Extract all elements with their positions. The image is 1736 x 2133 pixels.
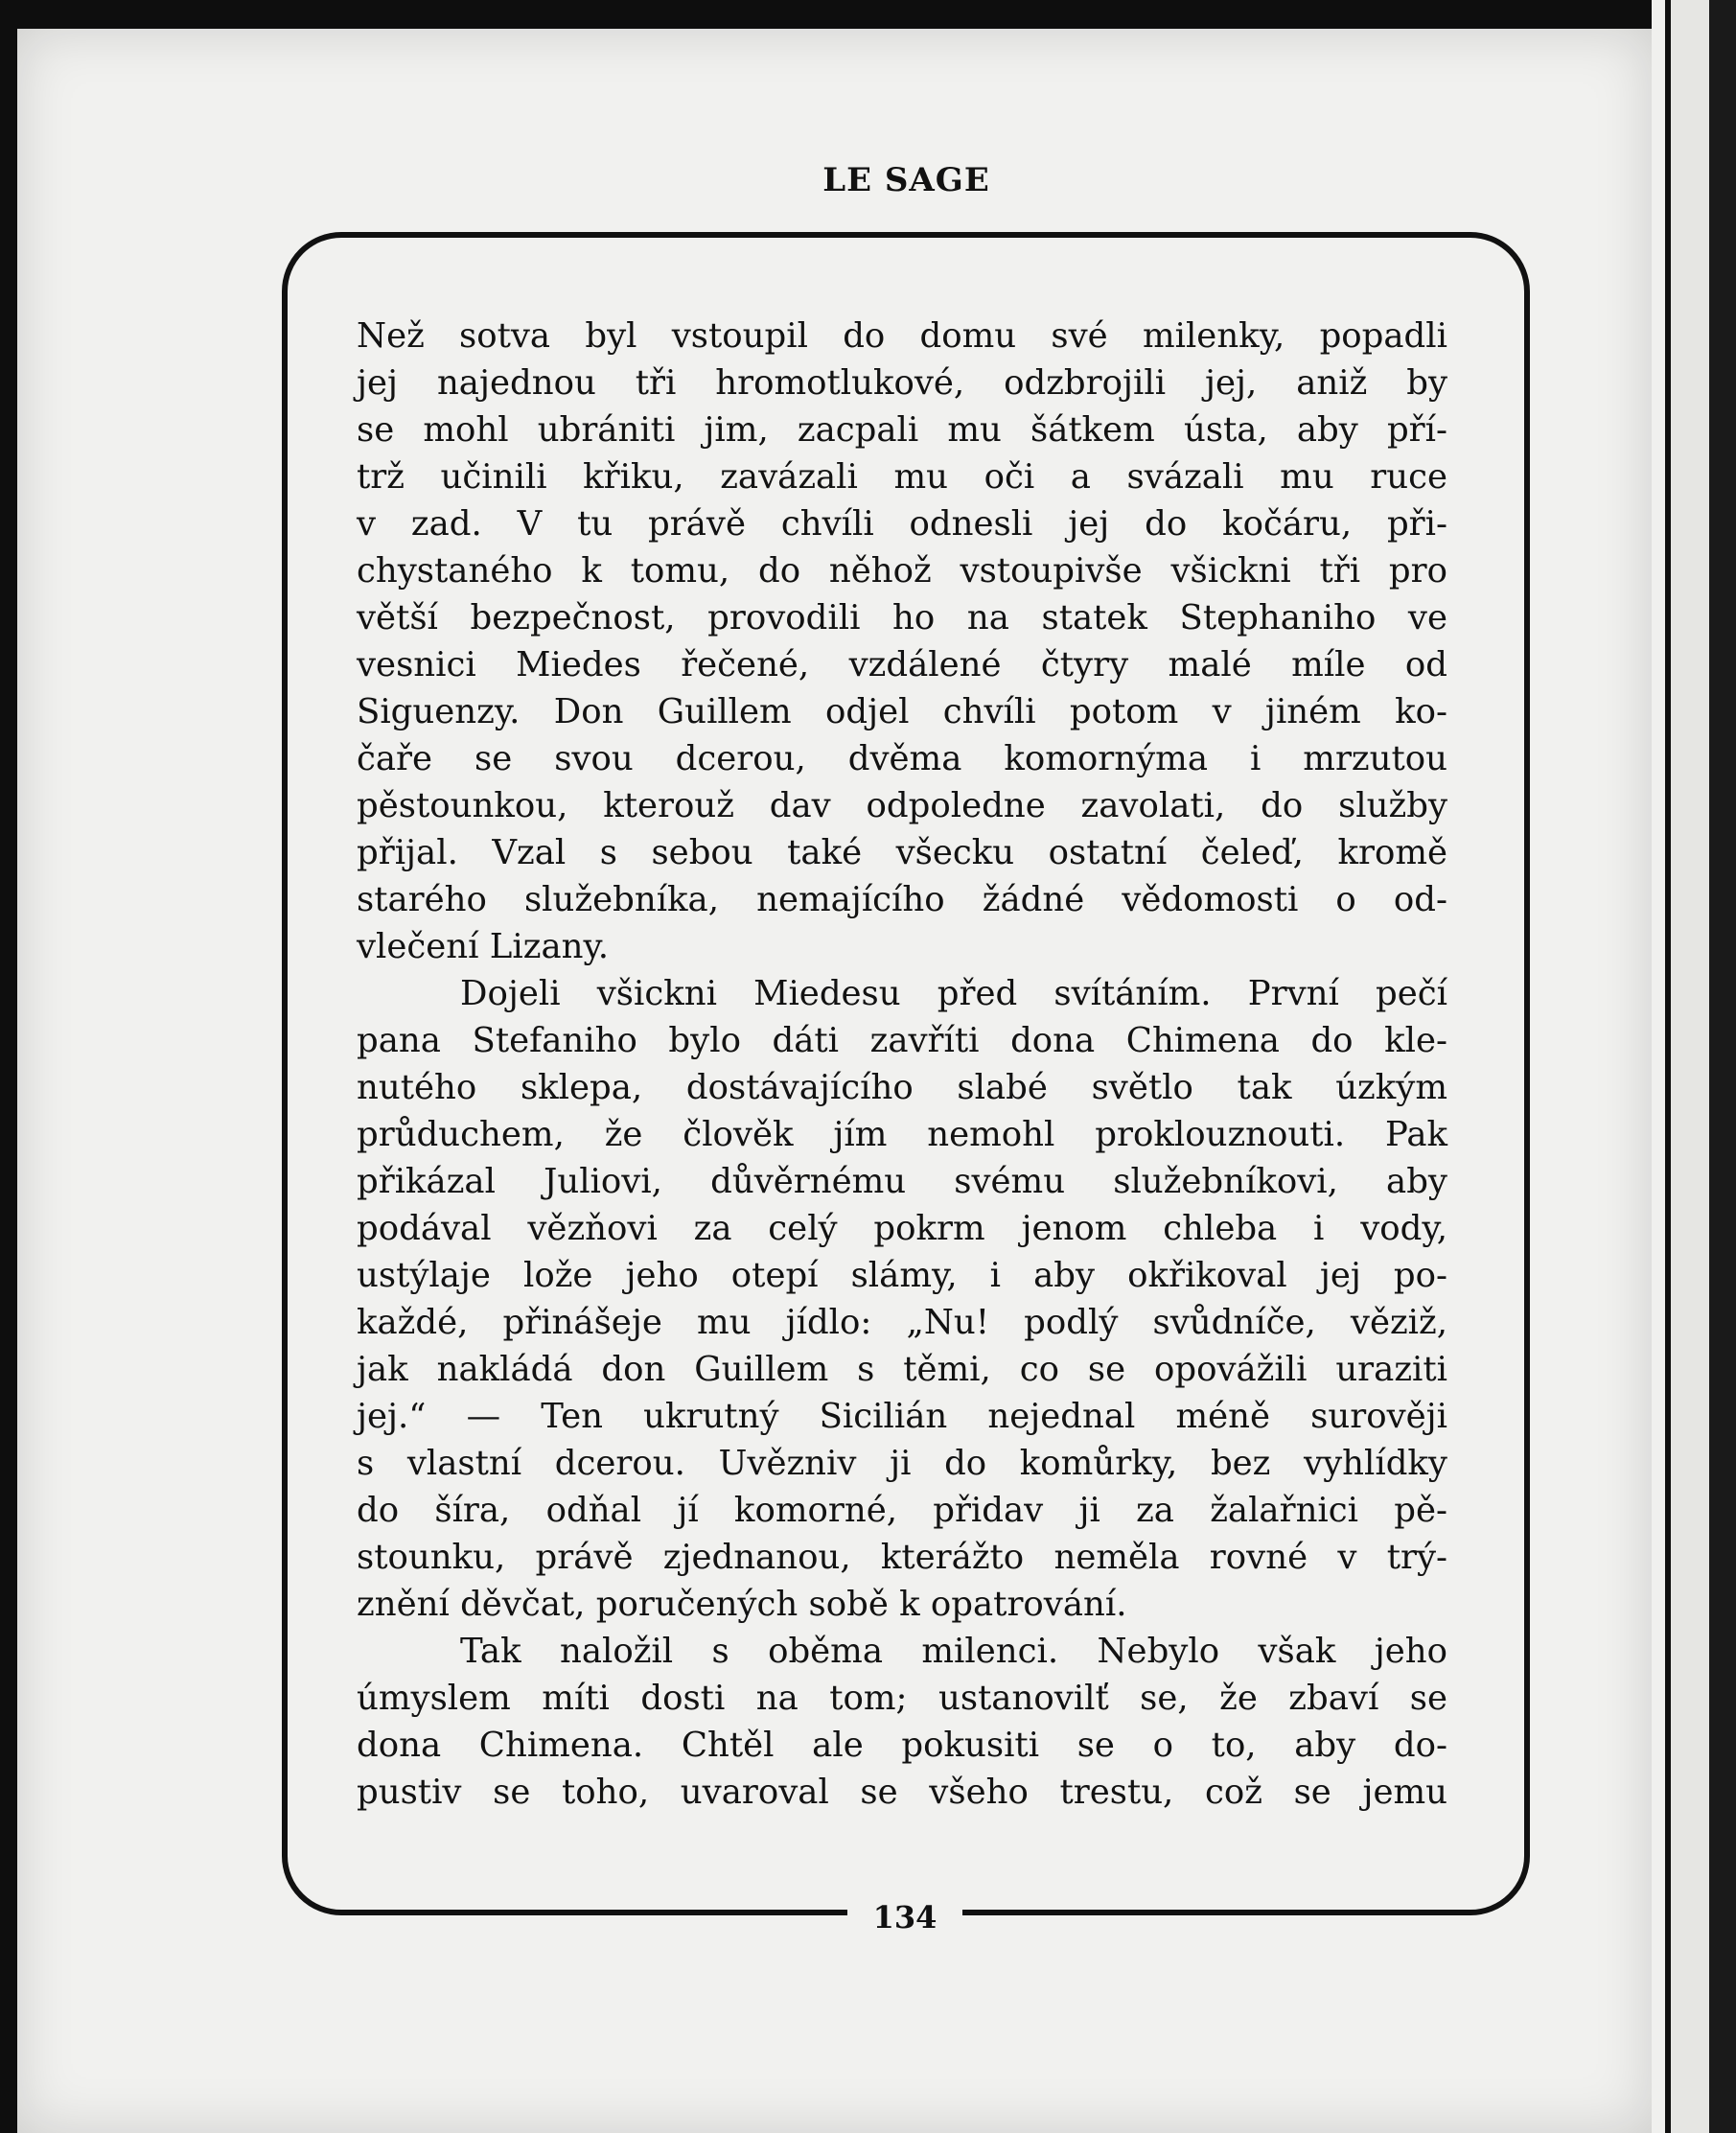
text-line: Tak naložil s oběma milenci. Nebylo však jeho <box>460 1632 1447 1671</box>
text-line: s vlastní dcerou. Uvězniv ji do komůrky, bez vyhlídky <box>357 1444 1447 1483</box>
text-line: Dojeli všickni Miedesu před svítáním. První pečí <box>460 974 1447 1013</box>
text-line: znění děvčat, poručených sobě k opatrování. <box>357 1585 1127 1624</box>
text-line: pana Stefaniho bylo dáti zavříti dona Chimena do kle- <box>357 1021 1447 1060</box>
text-line: podával vězňovi za celý pokrm jenom chleba i vody, <box>357 1209 1447 1248</box>
page-number: 134 <box>872 1899 937 1936</box>
text-line: starého služebníka, nemajícího žádné vědomosti o od- <box>357 880 1447 919</box>
text-line: se mohl ubrániti jim, zacpali mu šátkem ústa, aby pří- <box>357 410 1447 450</box>
text-line: do šíra, odňal jí komorné, přidav ji za žalařnici pě- <box>357 1491 1447 1530</box>
text-line: vesnici Miedes řečené, vzdálené čtyry malé míle od <box>357 645 1447 684</box>
text-line: jej najednou tři hromotlukové, odzbrojili jej, aniž by <box>357 363 1447 403</box>
text-line: chystaného k tomu, do něhož vstoupivše všickni tři pro <box>357 551 1447 591</box>
text-line: trž učinili křiku, zavázali mu oči a svázali mu ruce <box>357 457 1447 497</box>
text-line: přikázal Juliovi, důvěrnému svému služebníkovi, aby <box>357 1162 1447 1201</box>
text-line: větší bezpečnost, provodili ho na statek Stephaniho ve <box>357 598 1447 638</box>
text-line: Siguenzy. Don Guillem odjel chvíli potom v jiném ko- <box>357 692 1447 731</box>
text-line: dona Chimena. Chtěl ale pokusiti se o to, aby do- <box>357 1726 1447 1765</box>
text-line: pustiv se toho, uvaroval se všeho trestu, což se jemu <box>357 1773 1447 1812</box>
text-line: Než sotva byl vstoupil do domu své milenky, popadli <box>357 316 1447 356</box>
book-spine <box>1652 0 1736 2133</box>
text-line: vlečení Lizany. <box>357 927 610 966</box>
text-line: průduchem, že člověk jím nemohl proklouznouti. Pak <box>357 1115 1447 1154</box>
text-line: pěstounkou, kterouž dav odpoledne zavolati, do služby <box>357 786 1447 825</box>
text-line: v zad. V tu právě chvíli odnesli jej do kočáru, při- <box>357 504 1447 544</box>
text-line: jak nakládá don Guillem s těmi, co se opovážili uraziti <box>357 1350 1447 1389</box>
text-line: jej.“ — Ten ukrutný Sicilián nejednal méně surověji <box>357 1397 1447 1436</box>
text-line: každé, přinášeje mu jídlo: „Nu! podlý svůdníče, věziž, <box>357 1303 1447 1342</box>
page-footer <box>282 1892 1530 1942</box>
text-line: přijal. Vzal s sebou také všecku ostatní čeleď, kromě <box>357 833 1447 872</box>
text-line: stounku, právě zjednanou, kterážto neměla rovné v trý- <box>357 1538 1447 1577</box>
text-line: čaře se svou dcerou, dvěma komornýma i mrzutou <box>357 739 1447 778</box>
text-line: ustýlaje lože jeho otepí slámy, i aby okřikoval jej po- <box>357 1256 1447 1295</box>
body-text <box>357 313 1447 1816</box>
text-line: nutého sklepa, dostávajícího slabé světlo tak úzkým <box>357 1068 1447 1107</box>
running-header: LE SAGE <box>822 161 990 199</box>
text-line: úmyslem míti dosti na tom; ustanovilť se, že zbaví se <box>357 1679 1447 1718</box>
